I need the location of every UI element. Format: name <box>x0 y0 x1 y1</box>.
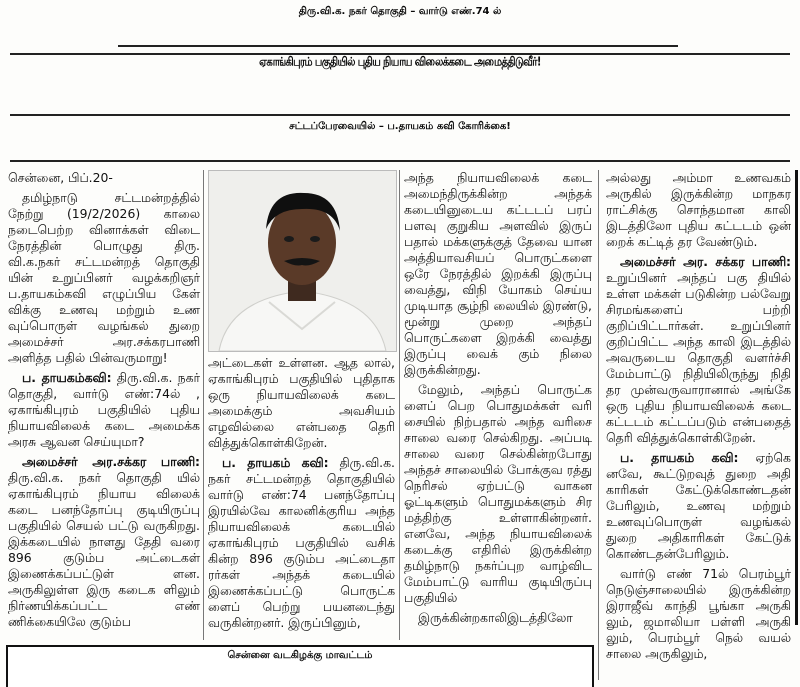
speaker-name: ப. தாயகம் கவி: <box>222 455 329 470</box>
main-headline: ஏகாங்கிபுரம் பகுதியில் புதிய நியாய விலைக்கடை அமைத்திடுவீர்! <box>259 55 541 69</box>
speech-text: ஏற்கெ னவே, கூட்டுறவுத் துறை அதி காரிகள் கேட்டுக்கொண்டதன் பேரிலும், உணவு மற்றும் உணவுப்பொருள் வழங்கல் துறை அதிகாரிகள் கேட்டுக் கொண்டதன்பேரிலும். <box>606 450 791 561</box>
kicker-underline <box>118 45 678 47</box>
paragraph <box>8 454 200 630</box>
paragraph: வார்டு எண் 71ல் பெரம்பூர் நெடுஞ்சாலையில் இருக்கின்ற இராஜீவ் காந்தி பூங்கா அருகி லும், ஜமாலியா பள்ளி அருகி லும், பெரம்பூர் நெல் வயல் சாலை அருகிலும், <box>606 566 791 661</box>
speaker-name: அமைச்சர் அர.சக்கர பாணி: <box>22 454 200 469</box>
district-banner <box>6 645 594 687</box>
column-divider <box>399 170 400 640</box>
paragraph <box>606 254 791 446</box>
speech-text: திரு.வி.க. நகர் தொகுதி, வார்டு எண்:74ல் , ஏகாங்கிபுரம் பகுதியில் புதிய நியாயவிலைக் கடை அமைக்க அரசு ஆவன செய்யுமா? <box>8 370 200 449</box>
article-column-3 <box>404 170 592 630</box>
kicker-headline: திரு.வி.க. நகர் தொகுதி – வார்டு எண்.74 ல் <box>298 6 502 17</box>
paragraph: அல்லது அம்மா உணவகம் அருகில் இருக்கின்ற மாநகர ராட்சிக்கு சொந்தமான காலி இடத்திலோ புதிய கட்டடம் ஒன் றைக் கட்டித் தர வேண்டும். <box>606 170 791 249</box>
paragraph: அட்டைகள் உள்ளன. ஆத லால், ஏகாங்கிபுரம் பகுதியில் புதிதாக ஒரு நியாயவிலைக் கடை அமைக்கும் அவசியம் எழவில்லை என்பதை தெரி வித்துக்கொள்கிறேன். <box>208 355 395 450</box>
person-portrait-icon <box>209 171 396 351</box>
speech-text: உறுப்பினர் அந்தப் பகு தியில் உள்ள மக்கள் படுகின்ற பல்வேறு சிரமங்களைப் பற்றி குறிப்பிட்டார்கள். உறுப்பினர் குறிப்பிட்ட அந்த காலி இடத்தில் அவருடைய தொகுதி வளர்ச்சி மேம்பாட்டு நிதியிலிருந்து நிதி தர முன்வருவாரானால் அங்கே ஒரு புதிய நியாயவிலைக் கடை கட்டடம் கட்டப்படும் என்பதைத் தெரி வித்துக்கொள்கிறேன். <box>606 270 791 445</box>
article-column-1 <box>8 170 200 634</box>
dateline: சென்னை, பிப்.20- <box>8 170 113 185</box>
banner-title: சென்னை வடகிழக்கு மாவட்டம் <box>227 650 373 661</box>
column-divider <box>598 170 599 680</box>
sub-headline: சட்டப்பேரவையில் – ப.தாயகம் கவி கோரிக்கை! <box>289 121 511 132</box>
speaker-name: அமைச்சர் அர. சக்கர பாணி: <box>620 254 791 269</box>
subhead-rule <box>10 160 790 162</box>
page-edge-border <box>795 170 798 625</box>
paragraph <box>606 450 791 562</box>
speech-text: திரு.வி.க. நகர் சட்டமன்றத் தொகுதியில் வார்டு எண்:74 பனந்தோப்பு இரயில்வே காலனிக்குரிய அந்த நியாயவிலைக் கடையில் ஏகாங்கிபுரம் பகுதியில் வசிக் கின்ற 896 குடும்ப அட்டைதா ரர்கள் அந்தக் கடையில் இணைக்கப்பட்டு பொருட்க ளைப் பெற்று பயனடைந்து வருகின்றனர். இருப்பினும், <box>208 455 395 630</box>
speaker-name: ப. தாயகம் கவி: <box>620 450 739 465</box>
top-rule <box>10 53 790 55</box>
portrait-photo <box>208 170 397 352</box>
paragraph: தமிழ்நாடு சட்டமன்றத்தில் நேற்று (19/2/2026) காலை நடைபெற்ற வினாக்கள் விடை நேரத்தின் பொழுது திரு. வி.க.நகர் சட்டமன்றத் தொகுதி யின் உறுப்பினர் வழக்கறிஞர் ப.தாயகம்கவி எழுப்பிய கேள் விக்கு உணவு மற்றும் உண வுப்பொருள் வழங்கல் துறை அமைச்சர் அர.சக்கரபாணி அளித்த பதில் பின்வருமாறு! <box>8 190 200 365</box>
paragraph <box>208 455 395 631</box>
article-column-4 <box>606 170 791 666</box>
speaker-name: ப. தாயகம்கவி: <box>22 370 112 385</box>
paragraph: அந்த நியாயவிலைக் கடை அமைந்திருக்கின்ற அந்தக் கடையினுடைய கட்டடப் பரப் பளவு குறுகிய அளவில் இருப் பதால் மக்களுக்குத் தேவை யான அத்தியாவசியப் பொருட்களை ஒரே நேரத்தில் இறக்கி இருப்பு வைத்து, விநி யோகம் செய்ய முடியாத சூழ்நி லையில் இரண்டு, மூன்று முறை அந்தப் பொருட்களை இறக்கி வைத்து இருப்பு வைக் கும் நிலை இருக்கின்றது. <box>404 170 592 377</box>
paragraph: மேலும், அந்தப் பொருட்க ளைப் பெற பொதுமக்கள் வரி சையில் நிற்பதால் அந்த வரிசை சாலை வரை செல்கிறது. அப்படி சாலை வரை செல்கின்றபோது அந்தச் சாலையில் போக்குவ ரத்து நெரிசல் ஏற்பட்டு வாகன ஓட்டிகளும் பொதுமக்களும் சிர மத்திற்கு உள்ளாகின்றனர். எனவே, அந்த நியாயவிலைக் கடைக்கு எதிரில் இருக்கின்ற தமிழ்நாடு நகர்ப்புற வாழ்விட மேம்பாட்டு வாரிய குடியிருப்பு பகுதியில் <box>404 382 592 605</box>
paragraph: இருக்கின்றகாலிஇடத்திலோ <box>418 610 573 625</box>
column-divider <box>203 170 204 640</box>
headline-rule <box>10 114 790 116</box>
article-column-2 <box>208 355 395 635</box>
paragraph <box>8 370 200 450</box>
speech-text: திரு.வி.க. நகர் தொகுதி யில் ஏகாங்கிபுரம் நியாய விலைக் கடை பனந்தோப்பு குடியிருப்பு பகுதியில் செயல் பட்டு வருகிறது. இக்கடையில் நாளது தேதி வரை 896 குடும்ப அட்டைகள் இணைக்கப்பட்டுள் ளன. அருகிலுள்ள இரு கடைக ளிலும் நிர்ணயிக்கப்பட்ட எண் ணிக்கையிலே குடும்ப <box>8 470 200 629</box>
